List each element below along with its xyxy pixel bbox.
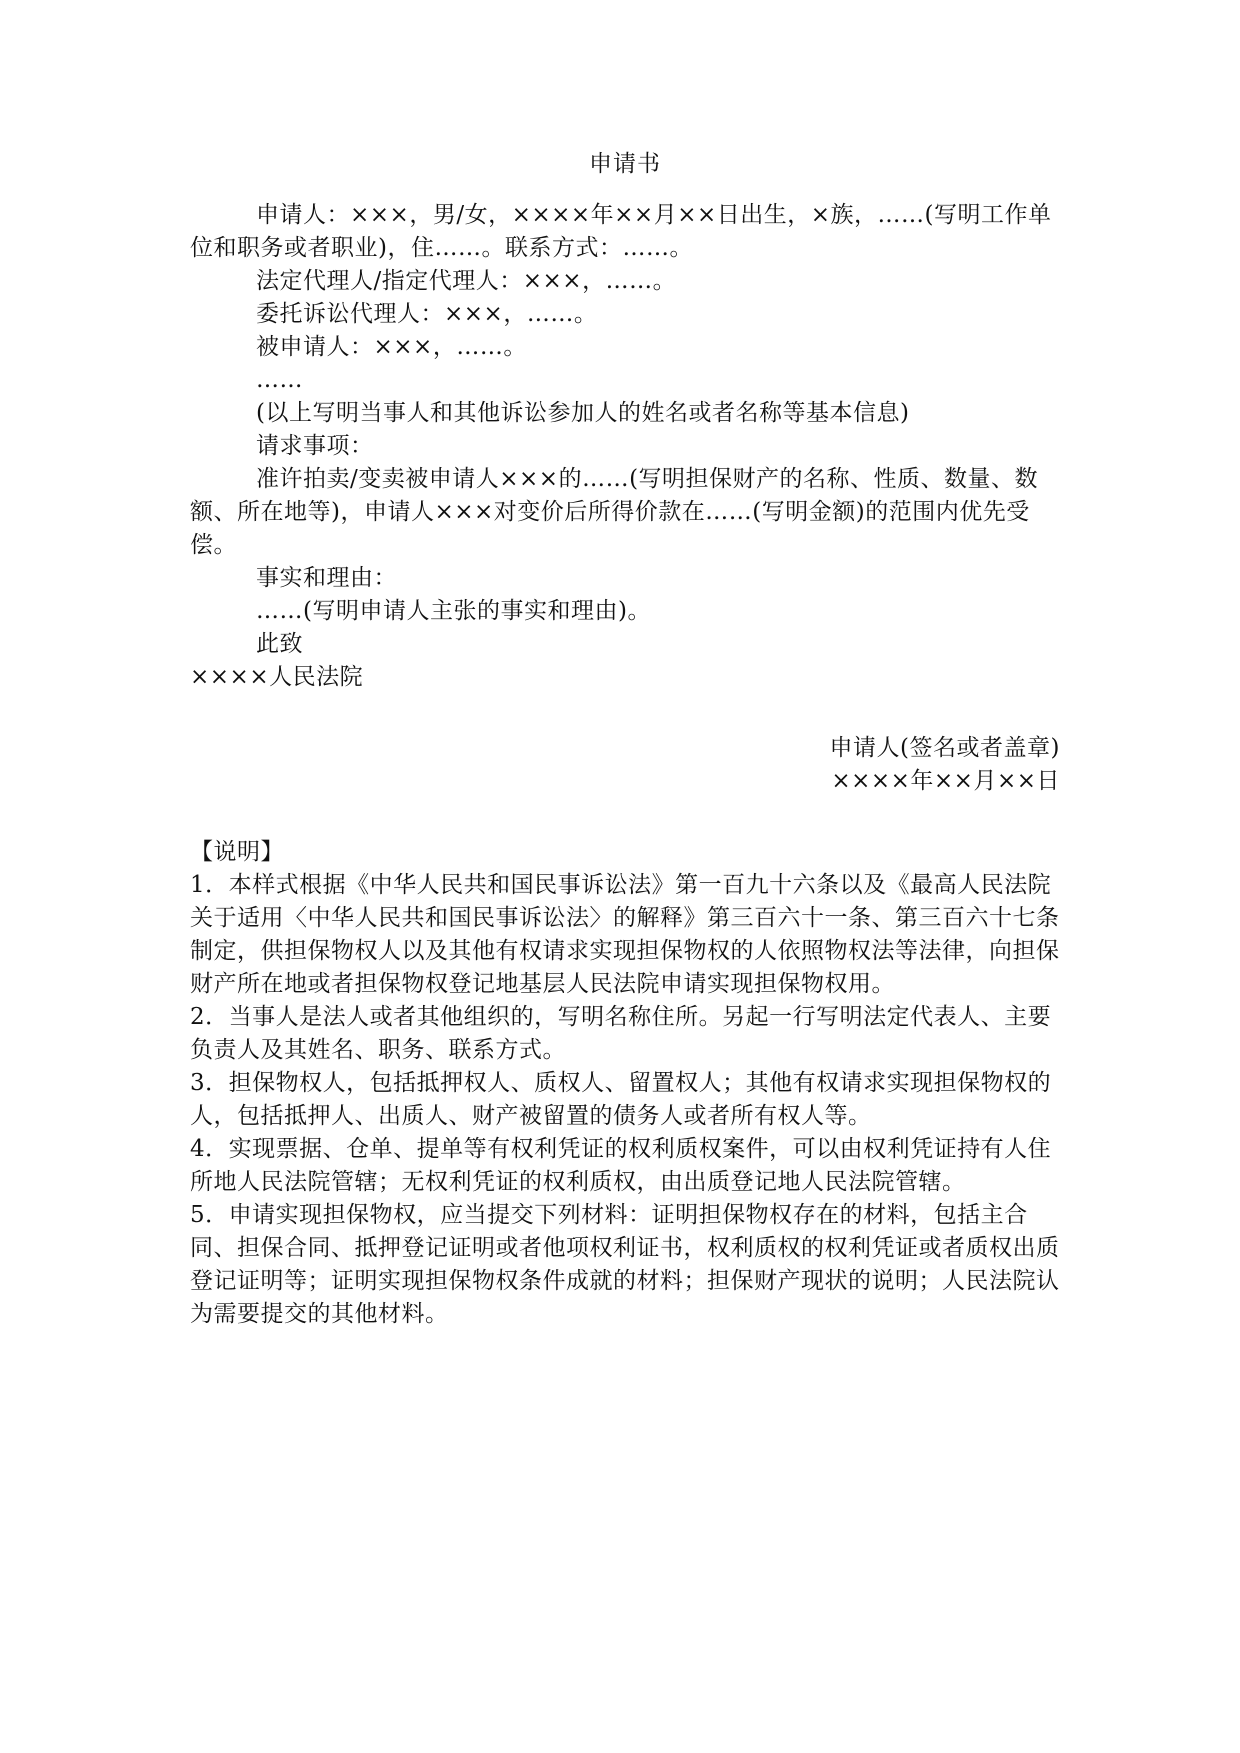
signature-line: 申请人(签名或者盖章) bbox=[829, 735, 1060, 761]
notes-heading: 【说明】 bbox=[190, 839, 284, 865]
note-item: 2．当事人是法人或者其他组织的，写明名称住所。另起一行写明法定代表人、主要负责人及其姓名、职务、联系方式。 bbox=[190, 1004, 1052, 1063]
facts-paragraph: ……(写明申请人主张的事实和理由)。 bbox=[256, 598, 651, 624]
court-name: ××××人民法院 bbox=[190, 664, 364, 690]
signature-block bbox=[190, 732, 1060, 798]
note-item: 3．担保物权人，包括抵押权人、质权人、留置权人；其他有权请求实现担保物权的人，包括抵押人、出质人、财产被留置的债务人或者所有权人等。 bbox=[190, 1070, 1052, 1129]
ellipsis-paragraph: …… bbox=[256, 367, 303, 393]
claims-heading: 请求事项： bbox=[256, 433, 374, 459]
notes-section bbox=[190, 836, 1060, 1331]
litigation-agent-paragraph: 委托诉讼代理人：×××，……。 bbox=[256, 301, 598, 327]
legal-agent-paragraph: 法定代理人/指定代理人：×××，……。 bbox=[256, 268, 677, 294]
document-content bbox=[190, 148, 1060, 1331]
claims-paragraph: 准许拍卖/变卖被申请人×××的……(写明担保财产的名称、性质、数量、数额、所在地等)，申请人×××对变价后所得价款在……(写明金额)的范围内优先受偿。 bbox=[190, 466, 1039, 558]
applicant-paragraph: 申请人：×××，男/女，××××年××月××日出生，×族，……(写明工作单位和职务或者职业)，住……。联系方式：……。 bbox=[190, 202, 1052, 261]
note-item: 5．申请实现担保物权，应当提交下列材料：证明担保物权存在的材料，包括主合同、担保合同、抵押登记证明或者他项权利证书，权利质权的权利凭证或者质权出质登记证明等；证明实现担保物权条件成就的材料；担保财产现状的说明；人民法院认为需要提交的其他材料。 bbox=[190, 1202, 1060, 1327]
parties-note-paragraph: (以上写明当事人和其他诉讼参加人的姓名或者名称等基本信息) bbox=[256, 400, 910, 426]
respondent-paragraph: 被申请人：×××，……。 bbox=[256, 334, 527, 360]
facts-heading: 事实和理由： bbox=[256, 565, 397, 591]
note-item: 4．实现票据、仓单、提单等有权利凭证的权利质权案件，可以由权利凭证持有人住所地人民法院管辖；无权利凭证的权利质权，由出质登记地人民法院管辖。 bbox=[190, 1136, 1052, 1195]
date-line: ××××年××月××日 bbox=[831, 768, 1060, 794]
document-title: 申请书 bbox=[589, 151, 661, 177]
note-item: 1．本样式根据《中华人民共和国民事诉讼法》第一百九十六条以及《最高人民法院关于适用〈中华人民共和国民事诉讼法〉的解释》第三百六十一条、第三百六十七条制定，供担保物权人以及其他有权请求实现担保物权的人依照物权法等法律，向担保财产所在地或者担保物权登记地基层人民法院申请实现担保物权用。 bbox=[190, 872, 1060, 997]
salutation: 此致 bbox=[256, 631, 303, 657]
